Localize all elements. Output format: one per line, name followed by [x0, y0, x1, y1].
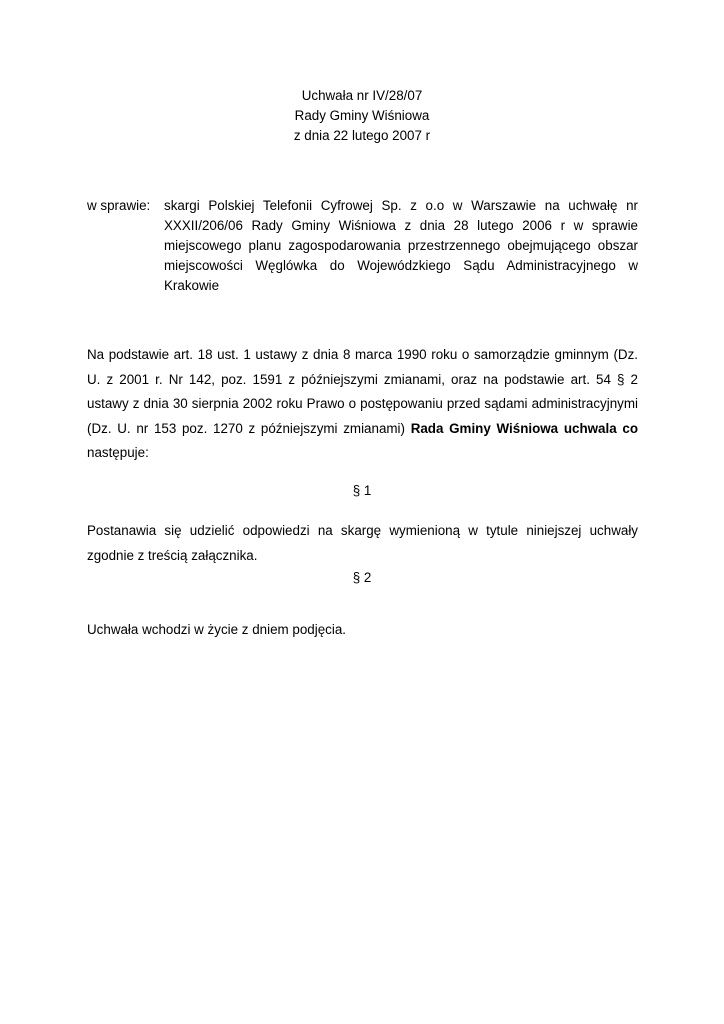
- resolution-title: Uchwała nr IV/28/07: [301, 88, 423, 103]
- resolution-issuer: Rady Gminy Wiśniowa: [294, 108, 430, 123]
- section-2-text: Uchwała wchodzi w życie z dniem podjęcia.: [87, 622, 346, 637]
- resolution-date: z dnia 22 lutego 2007 r: [293, 128, 431, 143]
- legal-basis-bold-text: Rada Gminy Wiśniowa uchwala co: [410, 420, 638, 436]
- subject-label: w sprawie:: [87, 198, 151, 213]
- subject-block: [87, 196, 638, 296]
- section-1-mark: § 1: [352, 483, 372, 498]
- document-header: [0, 86, 724, 146]
- legal-basis-text: Na podstawie art. 18 ust. 1 ustawy z dnia 8 marca 1990 roku o samorządzie gminnym (Dz. U. z 2001 r. Nr 142, poz. 1591 z późniejszymi zmianami, oraz na podstawie art. 54 § 2 ustawy z dnia 30 sierpnia 2002 roku Prawo o postępowaniu przed sądami administracyjnymi (Dz. U. nr 153 poz. 1270 z późniejszymi zmianami): [87, 347, 638, 436]
- section-2-mark: § 2: [352, 570, 372, 585]
- legal-basis-ending: następuje:: [87, 445, 149, 460]
- section-1-text: Postanawia się udzielić odpowiedzi na skargę wymienioną w tytule niniejszej uchwały zgodnie z treścią załącznika.: [87, 523, 638, 563]
- subject-text: skargi Polskiej Telefonii Cyfrowej Sp. z o.o w Warszawie na uchwałę nr XXXII/206/06 Rady Gminy Wiśniowa z dnia 28 lutego 2006 r w sprawie miejscowego planu zagospodarowania przestrzennego obejmującego obszar miejscowości Węglówka do Wojewódzkiego Sądu Administracyjnego w Krakowie: [164, 198, 638, 293]
- legal-basis-paragraph: [87, 343, 638, 466]
